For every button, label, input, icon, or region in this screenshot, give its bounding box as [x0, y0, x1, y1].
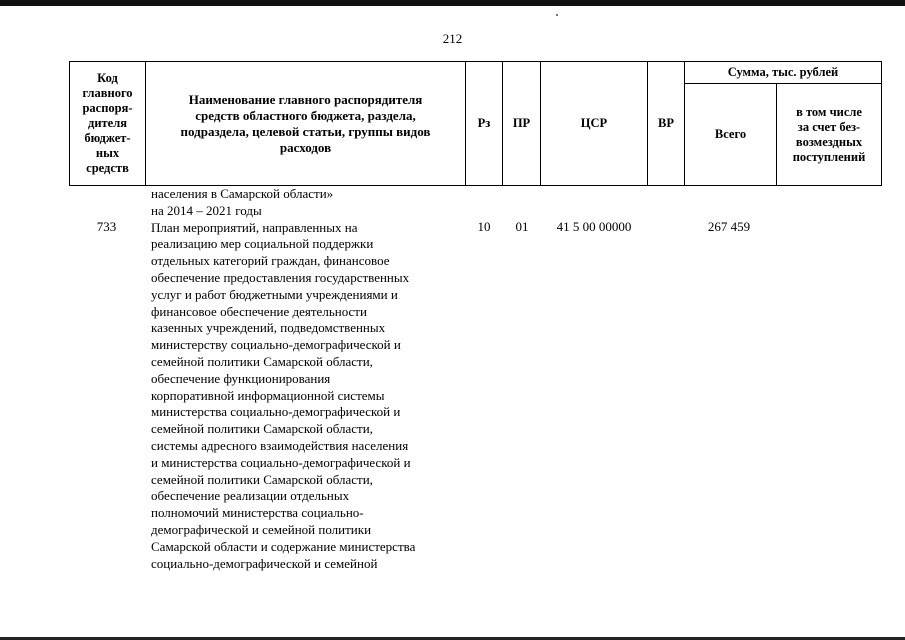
header-code-line: средств — [86, 161, 129, 175]
row-name-line: системы адресного взаимодействия населения — [151, 437, 409, 453]
top-scan-border — [0, 0, 905, 6]
header-csr: ЦСР — [541, 62, 648, 186]
row-total: 267 459 — [707, 219, 751, 234]
header-code-line: распоря- — [82, 101, 133, 115]
header-grant-line: возмездных — [795, 134, 863, 149]
row-name-line: обеспечение реализации отдельных — [151, 488, 350, 504]
row-name-line: услуг и работ бюджетными учреждениями и — [151, 286, 398, 302]
row-name-line: семейной политики Самарской области, — [151, 421, 373, 437]
row-name-line: и министерства социально-демографической и — [151, 454, 411, 470]
row-pr: 01 — [515, 219, 529, 234]
scan-speck — [556, 14, 558, 16]
row-name-line: обеспечение предоставления государственных — [151, 269, 410, 285]
header-code-line: ных — [95, 146, 120, 160]
header-grant-line: за счет без- — [797, 119, 861, 134]
row-name-line: полномочий министерства социально- — [151, 505, 364, 521]
row-name-line: обеспечение функционирования — [151, 370, 331, 386]
row-name-line: социально-демографической и семейной — [151, 555, 378, 571]
header-grant-line: поступлений — [792, 149, 866, 164]
header-rz: Рз — [466, 62, 503, 186]
header-name-line: средств областного бюджета, раздела, — [195, 107, 416, 123]
header-name — [146, 62, 466, 186]
row-name-line: реализацию мер социальной поддержки — [151, 236, 374, 252]
row-name-line: министерству социально-демографической и — [151, 337, 401, 353]
row-name-line: корпоративной информационной системы — [151, 387, 385, 403]
header-code-line: бюджет- — [84, 131, 131, 145]
header-code-line: дителя — [88, 116, 127, 130]
header-code-line: Код — [97, 71, 118, 85]
page-number: 212 — [442, 31, 463, 46]
row-name-line: семейной политики Самарской области, — [151, 471, 373, 487]
header-grant-line: в том числе — [796, 104, 862, 119]
row-name-line: семейной политики Самарской области, — [151, 353, 373, 369]
header-code-line: главного — [82, 86, 133, 100]
row-name-line: населения в Самарской области» — [151, 186, 334, 201]
row-csr: 41 5 00 00000 — [556, 219, 632, 234]
row-name-line: финансовое обеспечение деятельности — [151, 303, 367, 319]
header-code — [70, 62, 146, 186]
row-rz: 10 — [477, 219, 491, 234]
row-name-line: отдельных категорий граждан, финансовое — [151, 253, 390, 269]
header-pr: ПР — [503, 62, 541, 186]
header-name-line: подраздела, целевой статьи, группы видов — [180, 123, 431, 139]
header-vr: ВР — [648, 62, 685, 186]
row-code: 733 — [96, 219, 117, 234]
header-sum: Сумма, тыс. рублей — [685, 62, 882, 84]
header-grant — [777, 84, 882, 186]
row-name-line: План мероприятий, направленных на — [151, 219, 358, 235]
row-name-line: демографической и семейной политики — [151, 521, 372, 537]
row-name-line: министерства социально-демографической и — [151, 404, 401, 420]
row-name-line: казенных учреждений, подведомственных — [151, 320, 386, 336]
header-name-line: Наименование главного распорядителя — [188, 91, 423, 107]
row-name — [151, 186, 466, 572]
row-name-line: Самарской области и содержание министерства — [151, 538, 416, 554]
header-total: Всего — [685, 84, 777, 186]
header-name-line: расходов — [279, 139, 332, 155]
header-table — [69, 61, 882, 186]
row-name-line: на 2014 – 2021 годы — [151, 202, 262, 218]
